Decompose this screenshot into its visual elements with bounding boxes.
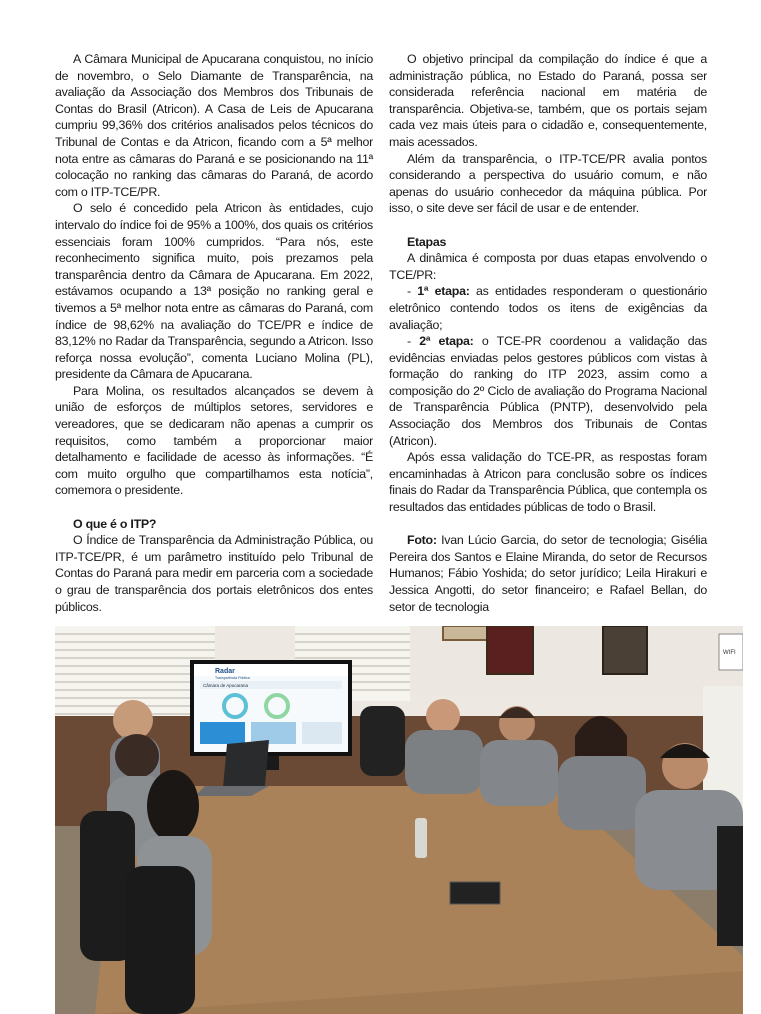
paragraph: A Câmara Municipal de Apucarana conquistou, no início de novembro, o Selo Diamante de Transparência, na avaliação da Associação dos Membros dos Tribunais de Contas do Brasil (Atricon). A Casa de Leis de Apucarana cumpriu 99,36% dos critérios analisados pelos técnicos do Tribunal de Contas e da Atricon, ficando com a 5ª melhor nota entre as câmaras do Paraná e se posicionando na 11ª colocação no ranking das câmaras do Paraná, de acordo com o ITP-TCE/PR. [55, 52, 373, 199]
meeting-photo [55, 626, 743, 1014]
chair [125, 866, 195, 1014]
wall-frame [443, 626, 487, 640]
chair [717, 826, 743, 946]
water-bottle [415, 818, 427, 858]
step-item [389, 283, 707, 333]
section-heading: O que é o ITP? [73, 516, 157, 531]
screen-subtitle: Transparência Pública [215, 676, 250, 680]
meeting-photo-illustration [55, 626, 743, 1014]
table-outlet [450, 882, 500, 904]
paragraph: O Índice de Transparência da Administração Pública, ou ITP-TCE/PR, é um parâmetro instituído pelo Tribunal de Contas do Paraná para medir em parceria com a sociedade o grau de transparência dos portais eletrônicos dos entes públicos. [55, 533, 373, 614]
step-text: o TCE-PR coordenou a validação das evidências enviadas pelos gestores públicos com vistas à formação do ranking do ITP 2023, assim como a composição do 2º Ciclo de avaliação do Programa Nacional de Transparência Pública (PNTP), desenvolvido pela Associação dos Membros dos Tribunais de Contas (Atricon). [389, 334, 707, 448]
tv-screen [190, 660, 352, 770]
laptop [223, 740, 269, 788]
chair [360, 706, 405, 776]
step-label: 1ª etapa: [417, 284, 470, 299]
left-column [55, 51, 373, 615]
screen-title: Radar [215, 668, 235, 675]
step-prefix: - [407, 334, 420, 349]
step-prefix: - [407, 284, 418, 299]
paragraph: Para Molina, os resultados alcançados se devem à união de esforços de múltiplos setores, servidores e vereadores, que se dedicaram não apenas a cumprir os requisitos, como também a proporcionar maior detalhamento e facilidade de acesso às informações. “É com muito orgulho que compartilhamos esta notícia”, comemora o presidente. [55, 383, 373, 498]
paragraph: Após essa validação do TCE-PR, as respostas foram encaminhadas à Atricon para conclusão sobre os índices finais do Radar da Transparência Pública, que contempla os resultados das entidades públicas de todo o Brasil. [389, 450, 707, 515]
screen-heading: Câmara de Apucarana [203, 683, 249, 688]
right-column [389, 51, 707, 615]
section-heading: Etapas [407, 234, 447, 249]
paragraph: O objetivo principal da compilação do índice é que a administração pública, no Estado do Paraná, possa ser considerada referência nacional em matéria de transparência. Objetiva-se, também, que os portais sejam cada vez mais úteis para o cidadão e, consequentemente, mais acessados. [389, 52, 707, 149]
photo-credit [389, 532, 707, 615]
wifi-sign-text: WIFI [723, 650, 736, 656]
step-text: as entidades responderam o questionário eletrônico contendo todos os itens de exigências da avaliação; [389, 284, 707, 332]
step-label: 2ª etapa: [419, 334, 474, 349]
paragraph: A dinâmica é composta por duas etapas envolvendo o TCE/PR: [389, 251, 707, 282]
paragraph: Além da transparência, o ITP-TCE/PR avalia pontos considerando a perspectiva do usuário comum, e não apenas do usuário conhecedor da máquina pública. Por isso, o site deve ser fácil de usar e de entender. [389, 151, 707, 216]
paragraph: O selo é concedido pela Atricon às entidades, cujo intervalo do índice foi de 95% a 100%, dos quais os critérios essenciais foram 100% cumpridos. “Para nós, este reconhecimento significa muito, pois prezamos pela transparência dentro da Câmara de Apucarana. Em 2022, estávamos ocupando a 13ª posição no ranking geral e tivemos a 5ª melhor nota entre as câmaras do Paraná, com índice de 98,62% na avaliação do TCE/PR e índice de 83,12% no Radar da Transparência, segundo a Atricon. Isso reforça nossa evolução”, comenta Luciano Molina (PL), presidente da Câmara de Apucarana. [55, 201, 373, 382]
photo-credit-text: Ivan Lúcio Garcia, do setor de tecnologia; Gisélia Pereira dos Santos e Elaine Miranda, do setor de Recursos Humanos; Fábio Yoshida; do setor jurídico; Leila Hirakuri e Jessica Angotti, do setor financeiro; e Rafael Bellan, do setor de tecnologia [389, 533, 707, 614]
step-item [389, 333, 707, 449]
wall-frame [603, 626, 647, 674]
photo-credit-label: Foto: [407, 533, 437, 548]
wall-frame [487, 626, 533, 674]
